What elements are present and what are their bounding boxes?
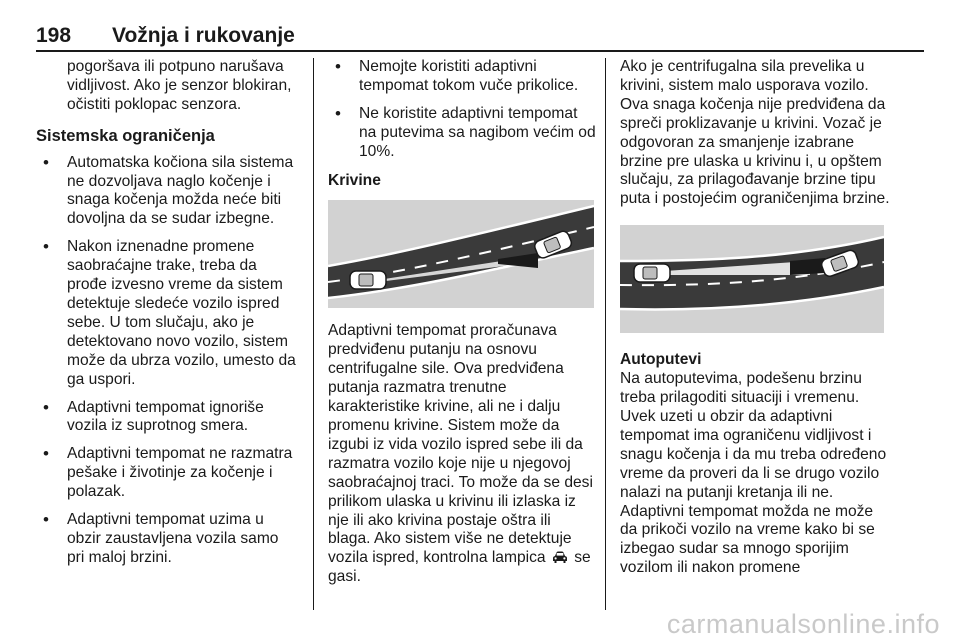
column-divider xyxy=(313,58,314,610)
list-item: • Adaptivni tempomat uzima u obzir zaustavljena vozila samo pri maloj brzini. xyxy=(36,511,298,568)
highways-paragraph: Na autoputevima, podešenu brzinu treba prilagoditi situaciji i vremenu. Uvek uzeti u obzir da adaptivni tempomat ima ograničenu vidljivost i snagu kočenja i da mu treba određeno vreme da proveri da li se drugo vozilo nalazi na putanji kretanja ili ne. Adaptivni tempomat možda ne može da prikoči vozilo na vreme kako bi se izbegao sudar sa mnogo sporijim vozilom ili nakon promene xyxy=(620,370,887,577)
header-divider xyxy=(36,50,924,52)
list-item: • Nakon iznenadne promene saobraćajne trake, treba da prođe izvesno vreme da sistem detektuje sledeće vozilo ispred sebe. U tom slučaju, ako je detektovano novo vozilo, sistem može da ubrza vozilo, umesto da ga uspori. xyxy=(36,238,298,389)
watermark: carmanualsonline.info xyxy=(666,609,940,639)
column-1 xyxy=(36,58,298,577)
subheading-highways: Autoputevi xyxy=(620,351,702,369)
usage-list xyxy=(328,58,596,162)
list-item: • Adaptivni tempomat ignoriše vozila iz suprotnog smera. xyxy=(36,399,298,437)
list-item: • Nemojte koristiti adaptivni tempomat tokom vuče prikolice. xyxy=(328,58,596,96)
continued-paragraph: pogoršava ili potpuno narušava vidljivost. Ako je senzor blokiran, očistiti poklopac senzora. xyxy=(67,58,292,113)
list-item: • Ne koristite adaptivni tempomat na putevima sa nagibom većim od 10%. xyxy=(328,105,596,162)
page-number: 198 xyxy=(36,24,72,47)
curve-illustration xyxy=(328,200,594,308)
car-front-icon xyxy=(552,551,568,564)
column-2 xyxy=(328,58,596,587)
subheading-curves: Krivine xyxy=(328,171,381,189)
section-title: Sistemska ograničenja xyxy=(36,126,215,145)
curves-paragraph: Adaptivni tempomat proračunava predviđenu putanju na osnovu centrifugalne sile. Ova predviđena putanja razmatra trenutne karakteristike krivine, ali ne i dalju promenu krivine. Sistem može da izgubi iz vida vozilo ispred sebe ili da razmatra vozilo koje nije u njegovoj saobraćajnoj traci. To može da se desi prilikom ulaska u krivinu ili izlaska iz nje ili ako krivina postaje oštra ili blaga. Ako sistem više ne detektuje vozila ispred, kontrolna lampica se gasi. xyxy=(328,322,593,586)
column-divider xyxy=(605,58,606,610)
centrifugal-paragraph: Ako je centrifugalna sila prevelika u krivini, sistem malo usporava vozilo. Ova snaga kočenja nije predviđena da spreči proklizavanje u krivini. Vozač je odgovoran za smanjenje izabrane brzine pre ulaska u krivinu i, u opštem slučaju, za prilagođavanje brzine tipu puta i postojećim ograničenjima brzine. xyxy=(620,58,890,208)
list-item: • Adaptivni tempomat ne razmatra pešake i životinje za kočenje i polazak. xyxy=(36,445,298,502)
curve-illustration xyxy=(620,225,884,333)
list-item: • Automatska kočiona sila sistema ne dozvoljava naglo kočenje i snaga kočenja možda neće biti dovoljna da se sudar izbegne. xyxy=(36,154,298,230)
limitations-list xyxy=(36,154,298,568)
column-3 xyxy=(620,58,892,578)
chapter-title: Vožnja i rukovanje xyxy=(112,24,295,47)
page-header xyxy=(36,22,924,52)
